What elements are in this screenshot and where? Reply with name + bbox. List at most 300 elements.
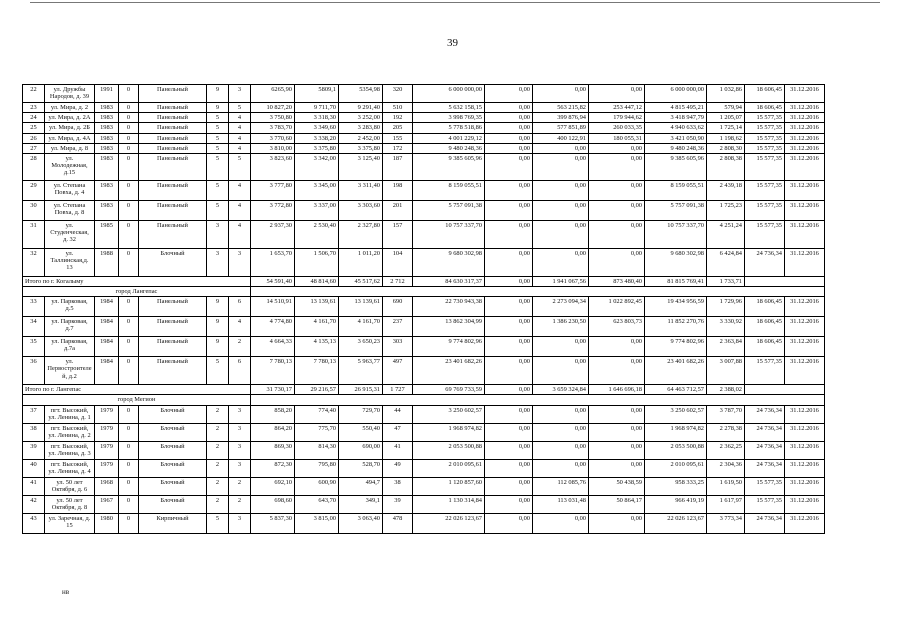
cost-limit-cell: 24 736,34 [745,441,785,459]
flag-cell: 0 [119,85,139,103]
fund-federal-cell: 0,00 [485,103,533,113]
living-area-cell: 795,80 [295,459,339,477]
unit-cost-cell: 6 424,84 [707,248,745,276]
fund-local-cell: 0,00 [589,357,645,385]
cost-limit-cell: 18 606,45 [745,85,785,103]
deadline-cell: 31.12.2016 [785,180,825,200]
unit-cost-cell: 2 278,38 [707,423,745,441]
wall-material-cell: Панельный [139,85,207,103]
deadline-cell: 31.12.2016 [785,103,825,113]
unit-cost-cell: 2 808,30 [707,143,745,153]
build-year-cell: 1979 [95,405,119,423]
residential-area-cell: 26 915,31 [339,385,383,395]
address-cell: ул. Мира, д. 2 [45,103,95,113]
fund-owners-cell: 9 385 605,96 [645,153,707,180]
total-cost-cell: 4 001 229,12 [413,133,485,143]
fund-owners-cell: 1 968 974,82 [645,423,707,441]
fund-local-cell: 0,00 [589,513,645,533]
residential-area-cell: 729,70 [339,405,383,423]
row-number-cell: 42 [23,495,45,513]
floors-cell: 9 [207,85,229,103]
fund-owners-cell: 958 333,25 [645,477,707,495]
flag-cell: 0 [119,113,139,123]
table-row [23,459,825,477]
city-header-row [23,395,825,405]
total-area-cell: 3 783,70 [251,123,295,133]
flag-cell: 0 [119,180,139,200]
fund-federal-cell: 0,00 [485,200,533,220]
entrances-cell: 3 [229,405,251,423]
flag-cell: 0 [119,337,139,357]
fund-federal-cell: 0,00 [485,357,533,385]
fund-regional-cell: 0,00 [533,200,589,220]
flag-cell: 0 [119,220,139,248]
deadline-cell: 31.12.2016 [785,317,825,337]
unit-cost-cell: 3 007,88 [707,357,745,385]
residential-area-cell: 3 375,80 [339,143,383,153]
build-year-cell: 1979 [95,459,119,477]
entrances-cell: 4 [229,123,251,133]
table-row [23,85,825,103]
floors-cell: 3 [207,220,229,248]
unit-cost-cell: 3 773,34 [707,513,745,533]
address-cell: ул. Первостроителей, д.2 [45,357,95,385]
residential-area-cell: 9 291,40 [339,103,383,113]
deadline-cell: 31.12.2016 [785,113,825,123]
total-cost-cell: 13 862 304,99 [413,317,485,337]
fund-federal-cell: 0,00 [485,123,533,133]
fund-regional-cell: 1 941 067,56 [533,276,589,286]
total-cost-cell: 2 053 500,88 [413,441,485,459]
fund-owners-cell: 9 680 302,98 [645,248,707,276]
register-table [22,84,825,534]
fund-federal-cell: 0,00 [485,423,533,441]
total-area-cell: 3 772,80 [251,200,295,220]
total-area-cell: 54 591,40 [251,276,295,286]
flag-cell: 0 [119,200,139,220]
deadline-cell: 31.12.2016 [785,513,825,533]
fund-federal-cell: 0,00 [485,113,533,123]
total-area-cell: 864,20 [251,423,295,441]
entrances-cell: 2 [229,337,251,357]
flag-cell: 0 [119,513,139,533]
wall-material-cell: Блочный [139,248,207,276]
residential-area-cell: 349,1 [339,495,383,513]
unit-cost-cell: 2 304,36 [707,459,745,477]
address-cell: ул. Заречная, д. 15 [45,513,95,533]
fund-federal-cell: 0,00 [485,143,533,153]
cost-limit-cell: 18 606,45 [745,297,785,317]
total-cost-cell: 5 632 158,15 [413,103,485,113]
build-year-cell: 1983 [95,180,119,200]
floors-cell: 5 [207,123,229,133]
table-row [23,200,825,220]
residents-cell: 192 [383,113,413,123]
cost-limit-cell: 18 606,45 [745,337,785,357]
residential-area-cell: 45 517,62 [339,276,383,286]
fund-federal-cell: 0,00 [485,153,533,180]
living-area-cell: 3 349,60 [295,123,339,133]
address-cell: ул. Таллинская,д. 13 [45,248,95,276]
city-label: город Мегион [23,395,251,405]
fund-owners-cell: 4 815 495,21 [645,103,707,113]
wall-material-cell: Панельный [139,133,207,143]
fund-owners-cell: 8 159 055,51 [645,180,707,200]
row-number-cell: 32 [23,248,45,276]
fund-regional-cell: 0,00 [533,180,589,200]
fund-owners-cell: 3 421 050,90 [645,133,707,143]
floors-cell: 5 [207,133,229,143]
fund-local-cell: 0,00 [589,153,645,180]
total-area-cell: 4 664,33 [251,337,295,357]
fund-federal-cell: 0,00 [485,317,533,337]
fund-federal-cell: 0,00 [485,459,533,477]
entrances-cell: 2 [229,495,251,513]
deadline-cell: 31.12.2016 [785,495,825,513]
total-area-cell: 10 827,20 [251,103,295,113]
fund-regional-cell: 0,00 [533,337,589,357]
cost-limit-cell: 15 577,35 [745,123,785,133]
floors-cell: 9 [207,317,229,337]
fund-local-cell: 50 438,59 [589,477,645,495]
fund-local-cell: 623 803,73 [589,317,645,337]
deadline-cell: 31.12.2016 [785,200,825,220]
cost-limit-cell: 24 736,34 [745,423,785,441]
entrances-cell: 3 [229,423,251,441]
address-cell: ул. Парковая, д.7 [45,317,95,337]
total-cost-cell: 9 774 802,96 [413,337,485,357]
total-area-cell: 872,30 [251,459,295,477]
residential-area-cell: 5354,98 [339,85,383,103]
cost-limit-cell: 15 577,35 [745,357,785,385]
total-cost-cell: 9 385 605,96 [413,153,485,180]
row-number-cell: 26 [23,133,45,143]
fund-federal-cell: 0,00 [485,405,533,423]
wall-material-cell: Панельный [139,317,207,337]
total-cost-cell: 10 757 337,70 [413,220,485,248]
total-cost-cell: 9 680 302,98 [413,248,485,276]
row-number-cell: 30 [23,200,45,220]
flag-cell: 0 [119,133,139,143]
row-number-cell: 41 [23,477,45,495]
unit-cost-cell: 1 617,97 [707,495,745,513]
fund-local-cell: 0,00 [589,220,645,248]
total-cost-cell: 5 778 518,86 [413,123,485,133]
fund-regional-cell: 577 851,89 [533,123,589,133]
fund-owners-cell: 10 757 337,70 [645,220,707,248]
deadline-cell: 31.12.2016 [785,337,825,357]
build-year-cell: 1983 [95,200,119,220]
residents-cell: 38 [383,477,413,495]
row-number-cell: 28 [23,153,45,180]
residents-cell: 155 [383,133,413,143]
residential-area-cell: 2 327,80 [339,220,383,248]
residential-area-cell: 3 283,80 [339,123,383,133]
total-area-cell: 3 750,80 [251,113,295,123]
unit-cost-cell: 1 619,50 [707,477,745,495]
deadline-cell: 31.12.2016 [785,248,825,276]
floors-cell: 5 [207,357,229,385]
fund-regional-cell: 0,00 [533,357,589,385]
residents-cell: 478 [383,513,413,533]
entrances-cell: 3 [229,459,251,477]
residents-cell: 320 [383,85,413,103]
fund-federal-cell: 0,00 [485,495,533,513]
table-row [23,248,825,276]
cost-limit-cell: 15 577,35 [745,180,785,200]
residential-area-cell: 3 650,23 [339,337,383,357]
total-area-cell: 3 810,00 [251,143,295,153]
build-year-cell: 1979 [95,423,119,441]
flag-cell: 0 [119,357,139,385]
fund-federal-cell: 0,00 [485,441,533,459]
address-cell: пгт. Высокий, ул. Ленина, д. 3 [45,441,95,459]
row-number-cell: 24 [23,113,45,123]
wall-material-cell: Панельный [139,357,207,385]
fund-federal-cell: 0,00 [485,133,533,143]
flag-cell: 0 [119,103,139,113]
total-area-cell: 6265,90 [251,85,295,103]
table-row [23,495,825,513]
floors-cell: 2 [207,441,229,459]
total-area-cell: 7 780,13 [251,357,295,385]
fund-regional-cell: 113 031,48 [533,495,589,513]
fund-local-cell: 0,00 [589,85,645,103]
address-cell: ул. Мира, д. 2Б [45,123,95,133]
address-cell: ул. 50 лет Октября, д. 6 [45,477,95,495]
residential-area-cell: 4 161,70 [339,317,383,337]
floors-cell: 2 [207,495,229,513]
fund-regional-cell: 0,00 [533,459,589,477]
fund-regional-cell: 0,00 [533,153,589,180]
fund-federal-cell: 0,00 [485,85,533,103]
build-year-cell: 1983 [95,103,119,113]
fund-owners-cell: 2 010 095,61 [645,459,707,477]
wall-material-cell: Кирпичный [139,513,207,533]
living-area-cell: 3 318,30 [295,113,339,123]
row-number-cell: 31 [23,220,45,248]
wall-material-cell: Панельный [139,180,207,200]
cost-limit-cell: 15 577,35 [745,220,785,248]
cost-limit-cell: 15 577,35 [745,200,785,220]
fund-local-cell: 0,00 [589,441,645,459]
build-year-cell: 1988 [95,248,119,276]
cost-limit-cell: 24 736,34 [745,513,785,533]
fund-local-cell: 0,00 [589,405,645,423]
fund-owners-cell: 9 480 248,36 [645,143,707,153]
deadline-cell: 31.12.2016 [785,423,825,441]
table-row [23,317,825,337]
fund-federal-cell: 0,00 [485,385,533,395]
residents-cell: 2 712 [383,276,413,286]
wall-material-cell: Блочный [139,405,207,423]
fund-regional-cell: 0,00 [533,220,589,248]
table-row [23,180,825,200]
floors-cell: 2 [207,459,229,477]
residential-area-cell: 13 139,61 [339,297,383,317]
living-area-cell: 3 345,00 [295,180,339,200]
flag-cell: 0 [119,477,139,495]
deadline-cell: 31.12.2016 [785,153,825,180]
flag-cell: 0 [119,143,139,153]
entrances-cell: 4 [229,200,251,220]
cost-limit-cell: 15 577,35 [745,495,785,513]
fund-local-cell: 0,00 [589,337,645,357]
living-area-cell: 13 139,61 [295,297,339,317]
entrances-cell: 5 [229,103,251,113]
subtotal-row [23,385,825,395]
unit-cost-cell: 2 808,38 [707,153,745,180]
entrances-cell: 6 [229,357,251,385]
total-cost-cell: 5 757 091,38 [413,200,485,220]
page-top-rule [30,2,880,3]
table-row [23,357,825,385]
total-cost-cell: 1 120 857,60 [413,477,485,495]
entrances-cell: 4 [229,113,251,123]
total-cost-cell: 6 000 000,00 [413,85,485,103]
residents-cell: 201 [383,200,413,220]
build-year-cell: 1984 [95,317,119,337]
residents-cell: 690 [383,297,413,317]
unit-cost-cell: 1 729,96 [707,297,745,317]
residents-cell: 187 [383,153,413,180]
empty-cell [745,385,825,395]
fund-regional-cell: 0,00 [533,405,589,423]
build-year-cell: 1983 [95,133,119,143]
page-number: 39 [447,37,458,49]
fund-owners-cell: 6 000 000,00 [645,85,707,103]
residents-cell: 205 [383,123,413,133]
living-area-cell: 2 530,40 [295,220,339,248]
wall-material-cell: Блочный [139,477,207,495]
fund-regional-cell: 0,00 [533,248,589,276]
floors-cell: 5 [207,143,229,153]
fund-local-cell: 0,00 [589,248,645,276]
total-cost-cell: 69 769 733,59 [413,385,485,395]
address-cell: ул. Мира, д. 2А [45,113,95,123]
residents-cell: 157 [383,220,413,248]
floors-cell: 5 [207,113,229,123]
cost-limit-cell: 18 606,45 [745,317,785,337]
build-year-cell: 1983 [95,113,119,123]
deadline-cell: 31.12.2016 [785,297,825,317]
residential-area-cell: 3 125,40 [339,153,383,180]
floors-cell: 9 [207,337,229,357]
fund-regional-cell: 112 085,76 [533,477,589,495]
fund-regional-cell: 2 273 094,34 [533,297,589,317]
fund-local-cell: 0,00 [589,143,645,153]
entrances-cell: 3 [229,513,251,533]
wall-material-cell: Панельный [139,123,207,133]
residential-area-cell: 3 311,40 [339,180,383,200]
cost-limit-cell: 15 577,35 [745,143,785,153]
living-area-cell: 7 780,13 [295,357,339,385]
build-year-cell: 1967 [95,495,119,513]
residents-cell: 44 [383,405,413,423]
table-row [23,113,825,123]
fund-regional-cell: 0,00 [533,143,589,153]
table-row [23,423,825,441]
unit-cost-cell: 1 733,71 [707,276,745,286]
flag-cell: 0 [119,441,139,459]
deadline-cell: 31.12.2016 [785,220,825,248]
living-area-cell: 3 337,00 [295,200,339,220]
fund-owners-cell: 19 434 956,59 [645,297,707,317]
cost-limit-cell: 15 577,35 [745,477,785,495]
row-number-cell: 38 [23,423,45,441]
address-cell: ул. Парковая, д.5 [45,297,95,317]
unit-cost-cell: 2 388,02 [707,385,745,395]
floors-cell: 9 [207,103,229,113]
residents-cell: 47 [383,423,413,441]
unit-cost-cell: 3 330,92 [707,317,745,337]
fund-local-cell: 0,00 [589,180,645,200]
row-number-cell: 35 [23,337,45,357]
row-number-cell: 25 [23,123,45,133]
flag-cell: 0 [119,317,139,337]
unit-cost-cell: 2 362,25 [707,441,745,459]
flag-cell: 0 [119,153,139,180]
residents-cell: 172 [383,143,413,153]
table-row [23,123,825,133]
deadline-cell: 31.12.2016 [785,405,825,423]
total-cost-cell: 9 480 248,36 [413,143,485,153]
city-header-row [23,287,825,297]
fund-federal-cell: 0,00 [485,337,533,357]
fund-local-cell: 253 447,12 [589,103,645,113]
flag-cell: 0 [119,459,139,477]
residents-cell: 1 727 [383,385,413,395]
fund-local-cell: 179 944,62 [589,113,645,123]
build-year-cell: 1991 [95,85,119,103]
unit-cost-cell: 1 725,23 [707,200,745,220]
total-cost-cell: 2 010 095,61 [413,459,485,477]
address-cell: ул. 50 лет Октября, д. 8 [45,495,95,513]
cost-limit-cell: 24 736,34 [745,459,785,477]
living-area-cell: 643,70 [295,495,339,513]
wall-material-cell: Панельный [139,113,207,123]
entrances-cell: 3 [229,441,251,459]
register-table-body [23,85,825,534]
fund-local-cell: 180 055,31 [589,133,645,143]
residents-cell: 41 [383,441,413,459]
total-cost-cell: 22 730 943,38 [413,297,485,317]
unit-cost-cell: 1 032,86 [707,85,745,103]
row-number-cell: 37 [23,405,45,423]
empty-cell [745,276,825,286]
table-row [23,513,825,533]
footer-note: нв [62,588,70,596]
fund-regional-cell: 563 215,82 [533,103,589,113]
total-area-cell: 1 653,70 [251,248,295,276]
unit-cost-cell: 4 251,24 [707,220,745,248]
deadline-cell: 31.12.2016 [785,441,825,459]
deadline-cell: 31.12.2016 [785,143,825,153]
floors-cell: 2 [207,423,229,441]
fund-local-cell: 50 864,17 [589,495,645,513]
residential-area-cell: 5 963,77 [339,357,383,385]
total-cost-cell: 8 159 055,51 [413,180,485,200]
row-number-cell: 40 [23,459,45,477]
wall-material-cell: Блочный [139,441,207,459]
living-area-cell: 29 216,57 [295,385,339,395]
flag-cell: 0 [119,423,139,441]
row-number-cell: 39 [23,441,45,459]
address-cell: ул. Студенческая, д. 32 [45,220,95,248]
living-area-cell: 774,40 [295,405,339,423]
fund-federal-cell: 0,00 [485,513,533,533]
fund-local-cell: 0,00 [589,459,645,477]
